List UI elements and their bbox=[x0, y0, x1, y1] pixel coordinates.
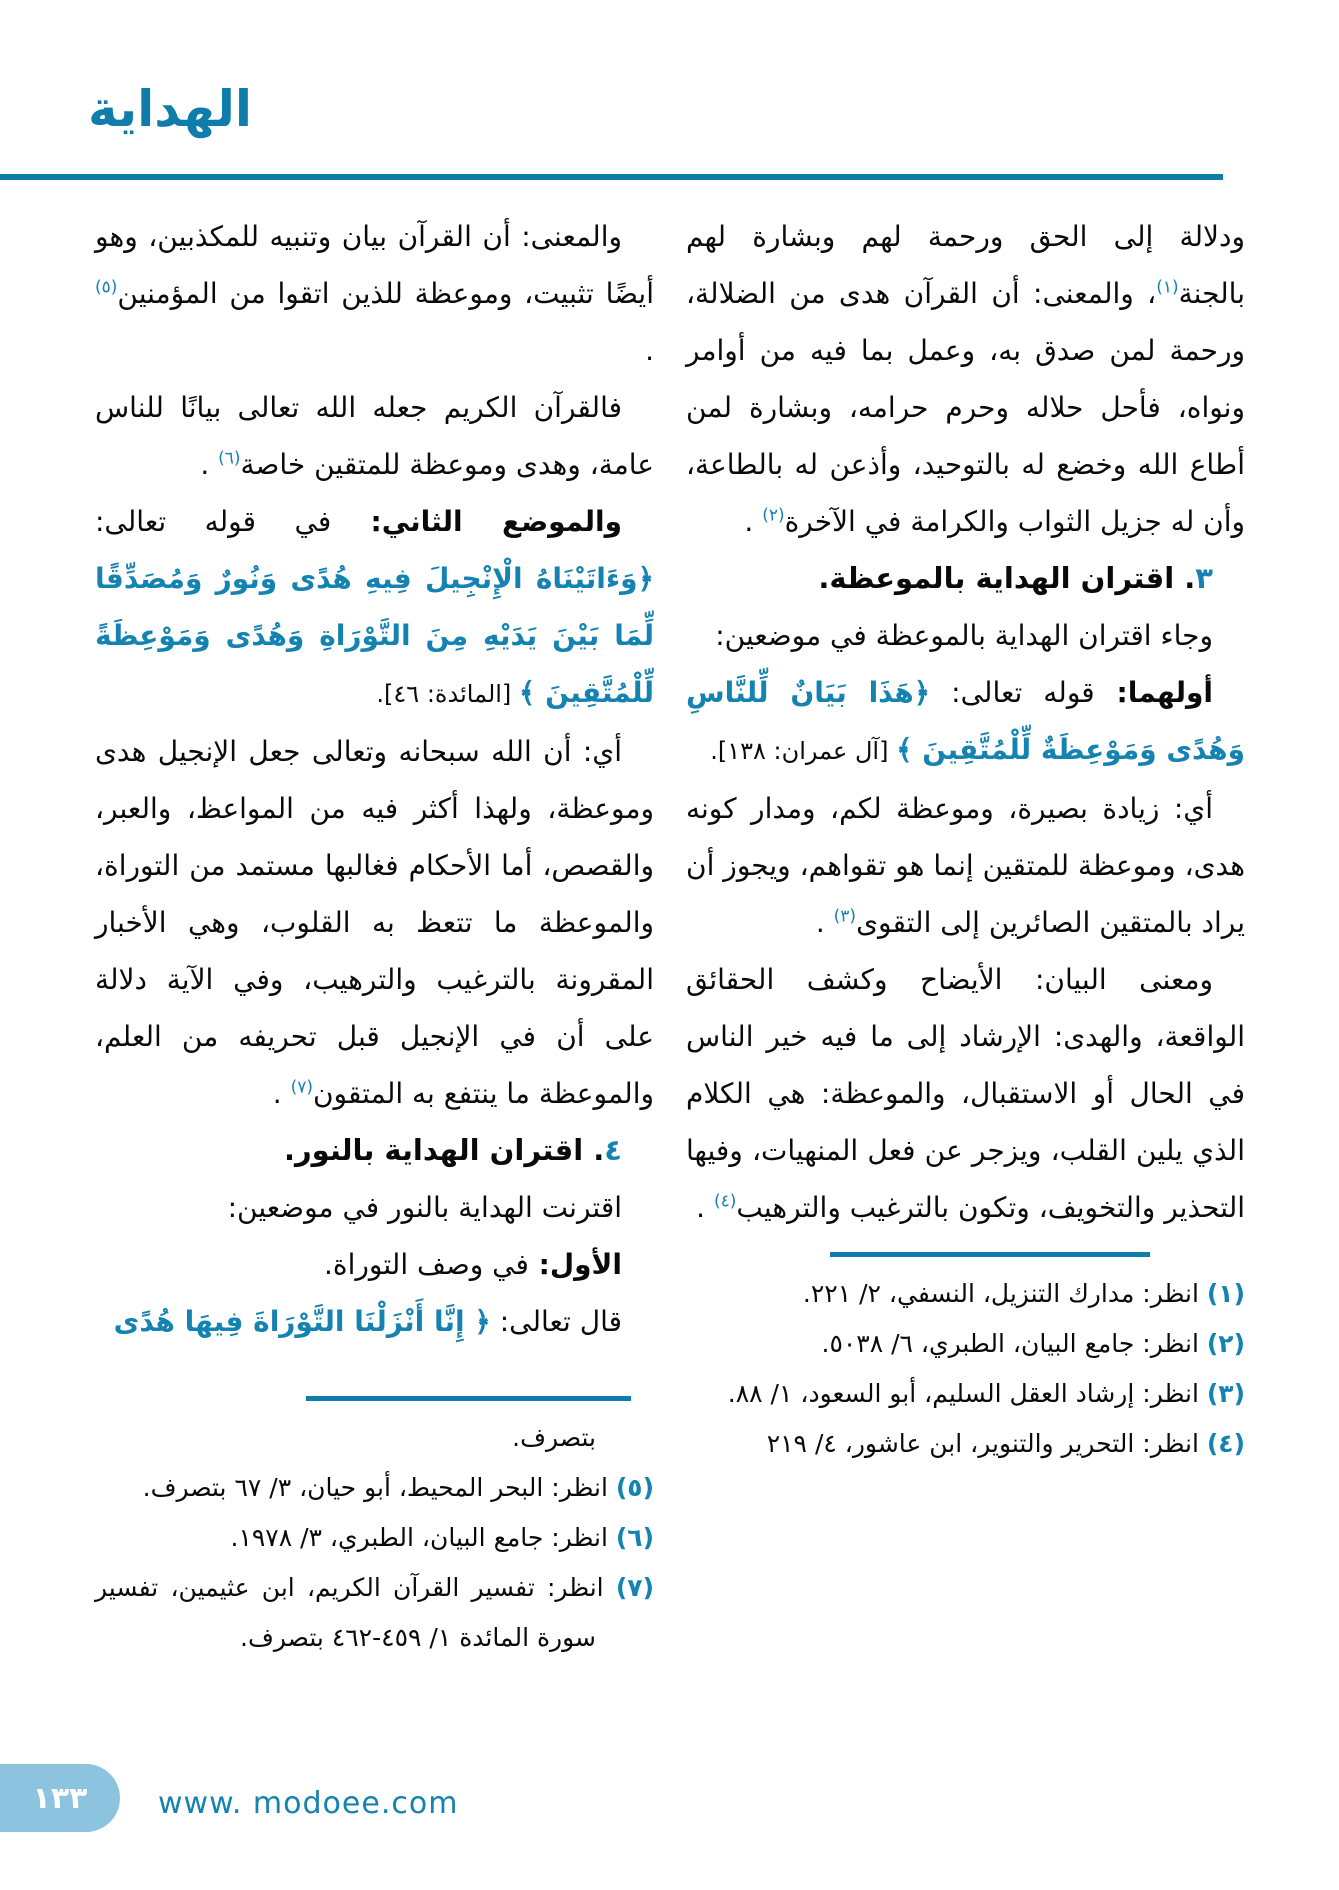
footnote-separator-left bbox=[306, 1396, 631, 1401]
footnote-item bbox=[95, 1513, 654, 1563]
footnote-ref-marker: (١) bbox=[1156, 277, 1179, 298]
footnote-item bbox=[95, 1563, 654, 1663]
column-right-body bbox=[686, 208, 1245, 1236]
section-number: (٣) bbox=[1206, 1379, 1245, 1408]
section-number: (٢) bbox=[1206, 1329, 1245, 1358]
footnote-separator-right bbox=[830, 1252, 1150, 1257]
body-paragraph bbox=[95, 723, 654, 1122]
page-number-badge bbox=[0, 1764, 120, 1832]
body-paragraph bbox=[686, 951, 1245, 1236]
text-run: قال تعالى: bbox=[490, 1305, 622, 1338]
body-paragraph bbox=[95, 208, 654, 379]
text-run: اقترنت الهداية بالنور في موضعين: bbox=[227, 1191, 622, 1224]
text-run: قوله تعالى: bbox=[930, 676, 1095, 709]
footnote-item bbox=[95, 1413, 654, 1463]
text-run: في قوله تعالى: bbox=[95, 505, 332, 538]
section-number: ٣ bbox=[1195, 561, 1213, 595]
verse-reference: [المائدة: ٤٦]. bbox=[376, 680, 519, 708]
footnote-item bbox=[686, 1419, 1245, 1469]
body-paragraph bbox=[686, 208, 1245, 550]
header-rule bbox=[0, 174, 1223, 180]
body-paragraph bbox=[686, 780, 1245, 951]
text-run: . bbox=[645, 334, 654, 367]
text-run: والمعنى: أن القرآن بيان وتنبيه للمكذبين، وهو أيضًا تثبيت، وموعظة للذين اتقوا من المؤمنين bbox=[95, 220, 654, 310]
footnote-ref-marker: (٢) bbox=[762, 505, 785, 526]
text-run: . bbox=[272, 1077, 291, 1110]
footnote-item bbox=[686, 1319, 1245, 1369]
footnote-ref-marker: (٦) bbox=[218, 448, 241, 469]
text-run: . bbox=[696, 1191, 714, 1224]
text-run: انظر: جامع البيان، الطبري، ٣/ ١٩٧٨. bbox=[230, 1523, 616, 1552]
text-run: أي: أن الله سبحانه وتعالى جعل الإنجيل هدى وموعظة، ولهذا أكثر فيه من المواعظ، والعبر، والقصص، أما الأحكام فغالبها مستمد من التوراة، والموعظة ما تتعظ به القلوب، وهي الأخبار المقرونة بالترغيب والترهيب، وفي الآية دلالة على أن في الإنجيل قبل تحريفه من العلم، والموعظة ما ينتفع به المتقون bbox=[95, 735, 654, 1110]
column-left-body bbox=[95, 208, 654, 1350]
footnote-ref-marker: (٣) bbox=[833, 906, 857, 927]
section-number: (٧) bbox=[615, 1573, 654, 1602]
text-run: في وصف التوراة. bbox=[324, 1248, 529, 1281]
bold-text-run: . اقتران الهداية بالنور. bbox=[283, 1133, 605, 1167]
text-run: فالقرآن الكريم جعله الله تعالى بيانًا للناس عامة، وهدى وموعظة للمتقين خاصة bbox=[95, 391, 654, 481]
text-run: . bbox=[200, 448, 219, 481]
bold-text-run: أولهما: bbox=[1094, 676, 1213, 709]
column-right bbox=[686, 208, 1245, 1663]
text-run: انظر: مدارك التنزيل، النسفي، ٢/ ٢٢١. bbox=[802, 1279, 1207, 1308]
book-title-logo: الهداية bbox=[88, 80, 253, 138]
footnote-ref-marker: (٥) bbox=[95, 277, 118, 298]
verse-reference: [آل عمران: ١٣٨]. bbox=[710, 737, 897, 765]
bold-text-run: الأول: bbox=[528, 1248, 622, 1281]
body-paragraph bbox=[95, 1293, 654, 1350]
website-url: www. modoee.com bbox=[158, 1786, 459, 1821]
column-left bbox=[95, 208, 654, 1663]
footnote-ref-marker: (٤) bbox=[713, 1191, 737, 1212]
text-run: انظر: إرشاد العقل السليم، أبو السعود، ١/ ٨٨. bbox=[727, 1379, 1207, 1408]
footnote-item bbox=[686, 1369, 1245, 1419]
text-run: انظر: جامع البيان، الطبري، ٦/ ٥٠٣٨. bbox=[821, 1329, 1207, 1358]
column-right-footnotes bbox=[686, 1269, 1245, 1469]
section-heading bbox=[686, 550, 1245, 607]
section-number: (٥) bbox=[615, 1473, 654, 1502]
text-run: . bbox=[815, 906, 834, 939]
section-number: (٦) bbox=[615, 1523, 654, 1552]
section-number: (١) bbox=[1206, 1279, 1245, 1308]
text-run: ودلالة إلى الحق ورحمة لهم وبشارة لهم بالجنة bbox=[686, 220, 1245, 310]
bold-text-run: والموضع الثاني: bbox=[331, 505, 622, 538]
body-paragraph bbox=[686, 607, 1245, 664]
text-columns bbox=[95, 208, 1245, 1663]
quran-verse-text: ﴿هَذَا بَيَانٌ لِّلنَّاسِ وَهُدًى وَمَوْعِظَةٌ لِّلْمُتَّقِينَ ﴾ bbox=[686, 676, 1245, 766]
text-run: بتصرف. bbox=[512, 1423, 596, 1452]
text-run: وجاء اقتران الهداية بالموعظة في موضعين: bbox=[715, 619, 1213, 652]
footnote-ref-marker: (٧) bbox=[290, 1077, 313, 1098]
body-paragraph bbox=[95, 493, 654, 723]
column-left-footnotes bbox=[95, 1413, 654, 1663]
section-number: (٤) bbox=[1206, 1429, 1245, 1458]
page-number: ١٣٣ bbox=[32, 1780, 88, 1816]
text-run: ، والمعنى: أن القرآن هدى من الضلالة، ورحمة لمن صدق به، وعمل بما فيه من أوامر ونواه، فأحل حلاله وحرم حرامه، وبشارة لمن أطاع الله وخضع له بالتوحيد، وأذعن له بالطاعة، وأن له جزيل الثواب والكرامة في الآخرة bbox=[686, 277, 1245, 538]
footnote-item bbox=[686, 1269, 1245, 1319]
body-paragraph bbox=[95, 1236, 654, 1293]
bold-text-run: . اقتران الهداية بالموعظة. bbox=[818, 561, 1196, 595]
text-run: انظر: التحرير والتنوير، ابن عاشور، ٤/ ٢١٩ bbox=[766, 1429, 1207, 1458]
body-paragraph bbox=[95, 379, 654, 493]
quran-verse-text: ﴿وَءَاتَيْنَاهُ الْإِنْجِيلَ فِيهِ هُدًى وَنُورٌ وَمُصَدِّقًا لِّمَا بَيْنَ يَدَيْهِ مِنَ التَّوْرَاةِ وَهُدًى وَمَوْعِظَةً لِّلْمُتَّقِينَ ﴾ bbox=[95, 562, 654, 709]
text-run: ومعنى البيان: الأيضاح وكشف الحقائق الواقعة، والهدى: الإرشاد إلى ما فيه خير الناس في الحال أو الاستقبال، والموعظة: هي الكلام الذي يلين القلب، ويزجر عن فعل المنهيات، وفيها التحذير والتخويف، وتكون بالترغيب والترهيب bbox=[686, 963, 1245, 1224]
body-paragraph bbox=[686, 664, 1245, 780]
text-run: أي: زيادة بصيرة، وموعظة لكم، ومدار كونه هدى، وموعظة للمتقين إنما هو تقواهم، ويجوز أن يراد بالمتقين الصائرين إلى التقوى bbox=[686, 792, 1245, 939]
footnote-item bbox=[95, 1463, 654, 1513]
section-heading bbox=[95, 1122, 654, 1179]
section-number: ٤ bbox=[604, 1133, 622, 1167]
text-run: . bbox=[744, 505, 763, 538]
quran-verse-text: ﴿ إِنَّا أَنْزَلْنَا التَّوْرَاةَ فِيهَا هُدًى bbox=[113, 1305, 491, 1338]
text-run: انظر: البحر المحيط، أبو حيان، ٣/ ٦٧ بتصرف. bbox=[142, 1473, 616, 1502]
body-paragraph bbox=[95, 1179, 654, 1236]
text-run: انظر: تفسير القرآن الكريم، ابن عثيمين، تفسير سورة المائدة ١/ ٤٥٩-٤٦٢ بتصرف. bbox=[95, 1573, 616, 1652]
